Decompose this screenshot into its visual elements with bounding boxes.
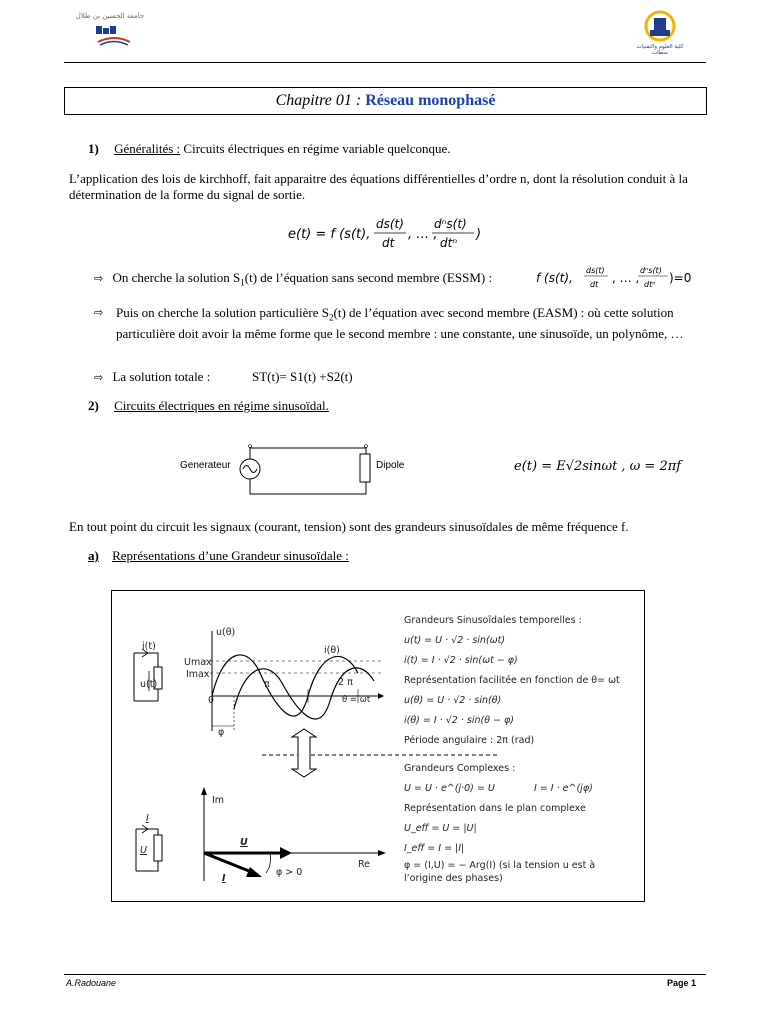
svg-text:dt: dt [590,280,599,289]
label-zero: 0 [208,695,215,706]
label-phasor-u: U [240,837,248,848]
circuit-diagram [178,440,418,500]
label-phasor-i: I [222,873,226,884]
university-logo-text: جامعة الحسين بن طلال [75,12,145,20]
arrow-icon: ⇨ [94,272,104,285]
svg-text:dt: dt [382,236,395,250]
arrow-icon: ⇨ [94,371,104,384]
fig-u-complex: U = U · e^(j·0) = U [404,783,495,794]
svg-text:dⁿs(t): dⁿs(t) [640,266,662,275]
fig-u-t: u(t) = U · √2 · sin(ωt) [404,635,506,646]
label-u-t: u(t) [140,679,158,690]
section-2-title: Circuits électriques en régime sinusoïdal. [114,398,329,413]
svg-text:dtⁿ: dtⁿ [440,236,458,250]
figure-text-block [404,611,640,885]
fig-phi-note: l’origine des phases) [404,873,503,884]
label-phi-positive: φ > 0 [276,867,303,878]
header-rule [64,62,706,63]
source-formula: e(t) = E√2sinωt , ω = 2πf [514,459,682,474]
label-i-theta: i(θ) [324,645,340,656]
chapter-label: Chapitre 01 : [275,92,366,109]
university-logo [70,12,150,48]
svg-text:dtⁿ: dtⁿ [644,280,656,289]
fig-phi-def: φ = (I,U) = − Arg(I) (si la tension u est à [404,860,596,871]
chapter-title [64,87,707,115]
section-1-heading [88,141,688,157]
label-re: Re [358,859,371,870]
svg-text:ds(t): ds(t) [586,266,605,275]
label-i-t: i(t) [142,641,156,652]
differential-equation [288,214,488,254]
faculty-logo [632,8,688,60]
fig-i-theta: i(θ) = I · √2 · sin(θ − φ) [404,715,514,726]
fig-i-complex: I = I · e^(jφ) [534,783,593,794]
essm-equation [536,262,706,294]
sinusoid-figure [111,590,645,902]
svg-text:dⁿs(t): dⁿs(t) [434,217,467,231]
section-2-paragraph: En tout point du circuit les signaux (courant, tension) sont des grandeurs sinusoïdales de même fréquence f. [69,519,629,534]
section-2-number: 2) [88,398,99,413]
subsection-a-number: a) [88,548,99,563]
section-2-heading [88,398,688,414]
bullet-essm: ⇨ On cherche la solution $S_1(t)$ de l’équation sans second membre (ESSM) : [94,270,493,288]
footer-page: Page 1 [667,978,697,988]
label-im: Im [212,795,225,806]
fig-complex-heading: Grandeurs Complexes : [404,763,516,774]
label-circuit-i: I [146,813,149,824]
label-u-theta: u(θ) [216,627,236,638]
svg-text:e(t) = f (s(t),: e(t) = f (s(t), [288,227,371,242]
footer-rule [64,974,706,975]
fig-u-eff: U_eff = U = |U| [404,823,477,834]
section-1-title: Généralités : [114,141,181,156]
arrow-icon: ⇨ [94,306,104,319]
generator-label: Generateur [180,460,231,471]
label-imax: Imax [186,669,210,680]
svg-text:, … ,: , … , [612,271,640,285]
faculty-logo-text: كلية العلوم والتقنيات سطات [636,44,684,56]
bullet-total-solution: ⇨ La solution totale : ST(t)= S1(t) +S2(t) [94,369,353,384]
dipole-label: Dipole [376,460,405,471]
section-1-paragraph: L’application des lois de kirchhoff, fait apparaitre des équations différentielles d’ordre n, dont la résolution conduit à la détermination de la forme du signal de sortie. [69,171,688,202]
subsection-a-heading [88,548,688,564]
footer-author: A.Radouane [66,978,117,988]
total-solution-formula: ST(t)= S1(t) +S2(t) [252,369,353,384]
section-1-number: 1) [88,141,99,156]
subsection-a-title: Représentations d’une Grandeur sinusoïdale : [112,548,349,563]
label-umax: Umax [184,657,212,668]
label-phi: φ [218,727,225,738]
fig-period: Période angulaire : 2π (rad) [404,735,535,746]
label-2pi: 2 π [338,677,353,688]
section-1-subtitle: Circuits électriques en régime variable quelconque. [180,141,451,156]
fig-plane-note: Représentation dans le plan complexe [404,803,586,814]
svg-text:, … ,: , … , [408,227,438,242]
svg-text:f (s(t),: f (s(t), [536,271,573,285]
label-theta-axis: θ = ωt [342,695,371,705]
fig-temporal-heading: Grandeurs Sinusoïdales temporelles : [404,615,582,626]
chapter-topic: Réseau monophasé [365,92,496,109]
fig-u-theta: u(θ) = U · √2 · sin(θ) [404,695,502,706]
svg-text:): ) [476,227,482,242]
label-pi: π [264,679,270,690]
svg-text:ds(t): ds(t) [376,217,404,231]
fig-i-eff: I_eff = I = |I| [404,843,465,854]
svg-text:)=0: )=0 [669,271,692,285]
label-circuit-u: U [140,845,147,856]
bullet-easm: ⇨ Puis on cherche la solution particulière $S_2(t)$ de l’équation avec second membre (EASM) : où cette solution particulière doit avoir la même forme que le second membre : une constante, une sinusoïde, un polynôme, … [94,305,684,341]
fig-i-t: i(t) = I · √2 · sin(ωt − φ) [404,655,518,666]
fig-theta-note: Représentation facilitée en fonction de θ= ωt [404,675,620,686]
